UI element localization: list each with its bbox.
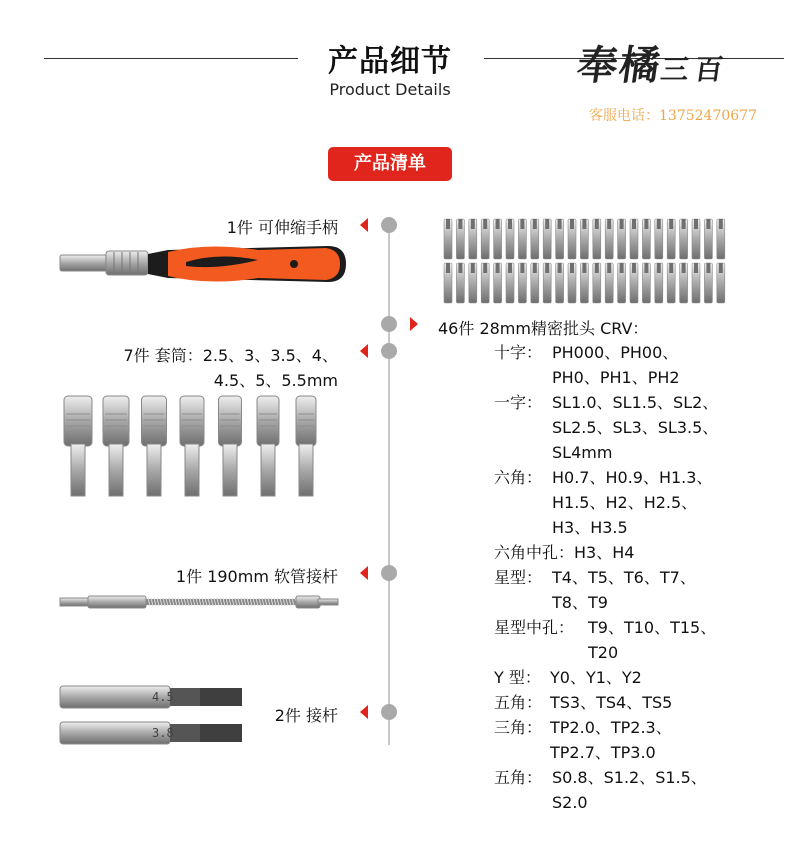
label-flex-shaft: 1件 190mm 软管接杆 [175,567,338,586]
bit-tip [607,219,611,229]
bit-tip [669,263,673,273]
socket-head [296,396,316,446]
extension-bar-mark: 3.8 [152,726,174,740]
socket-head [219,396,242,446]
bit-tip [508,219,512,229]
bit-tip [595,263,599,273]
bit-tip [496,219,500,229]
socket-shank [109,444,123,496]
pointer-arrow-icon [360,218,368,232]
page-title: 产品细节 [328,44,452,79]
bit-tip [483,263,487,273]
page-subtitle: Product Details [329,80,451,99]
spec-row-hex: 六角： H0.7、H0.9、H1.3、 H1.5、H2、H2.5、 H3、H3.5 [494,468,713,537]
timeline-line [388,225,390,745]
bit-tip [446,263,450,273]
bit-tip [620,263,624,273]
bit-tip [520,219,524,229]
bit-tip [706,263,710,273]
flex-shaft-image [60,592,340,612]
bit-tip [458,219,462,229]
extension-bars-image [60,680,250,752]
bit-tip [471,263,475,273]
timeline-dot-ext [381,704,397,720]
bit-tip [533,219,537,229]
socket-head [103,396,129,446]
bit-tip [682,263,686,273]
bit-tip [669,219,673,229]
label-sockets-line2: 4.5、5、5.5mm [213,371,338,390]
bit-tip [582,263,586,273]
bit-tip [446,219,450,229]
extension-bar-mark: 4.5 [152,690,174,704]
socket-shank [299,444,313,496]
bit-tip [719,263,723,273]
bit-tip [520,263,524,273]
socket-shank [261,444,275,496]
timeline-dot-flex [381,565,397,581]
bit-tip [694,219,698,229]
spec-row-pentalobe: 五角： TS3、TS4、TS5 [494,693,673,712]
bit-tip [657,263,661,273]
label-handle: 1件 可伸缩手柄 [226,218,338,237]
bits-image [440,215,730,307]
spec-row-slotted: 一字： SL1.0、SL1.5、SL2、 SL2.5、SL3、SL3.5、 SL4mm [494,393,719,462]
socket-head [257,396,279,446]
brand-logo-text: 奉橘三百 [574,42,732,89]
spec-row-hex-hollow: 六角中孔：H3、H4 [494,543,635,562]
bit-tip [471,219,475,229]
sockets-image [60,392,330,502]
timeline-dot-handle [381,217,397,233]
timeline-dot-sockets [381,343,397,359]
bit-tip [533,263,537,273]
socket-head [64,396,92,446]
product-list-badge: 产品清单 [328,147,452,181]
bit-tip [607,263,611,273]
spec-row-torx: 星型： T4、T5、T6、T7、 T8、T9 [494,568,696,612]
bit-tip [483,219,487,229]
screwdriver-handle-image [58,240,348,290]
bit-tip [558,219,562,229]
spec-row-y-type: Y 型： Y0、Y1、Y2 [494,668,642,687]
socket-shank [223,444,237,496]
bit-tip [682,219,686,229]
brand-logo [574,30,798,90]
spec-row-pentalobe-s: 五角： S0.8、S1.2、S1.5、 S2.0 [494,768,707,812]
pointer-arrow-icon [360,566,368,580]
bit-tip [644,263,648,273]
socket-head [180,396,204,446]
bit-tip [632,263,636,273]
pointer-arrow-icon [360,344,368,358]
bit-tip [558,263,562,273]
timeline-dot-bits [381,316,397,332]
pointer-arrow-icon [360,705,368,719]
bits-heading: 46件 28mm精密批头 CRV： [438,319,649,338]
bit-tip [644,219,648,229]
label-sockets-line1: 7件 套筒：2.5、3、3.5、4、 [123,346,338,365]
bit-tip [582,219,586,229]
bit-tip [545,219,549,229]
bit-tip [570,219,574,229]
socket-head [142,396,167,446]
socket-shank [185,444,199,496]
bit-tip [632,219,636,229]
spec-row-phillips: 十字： PH000、PH00、 PH0、PH1、PH2 [494,343,680,387]
spec-row-triangle: 三角： TP2.0、TP2.3、 TP2.7、TP3.0 [494,718,672,762]
bit-tip [694,263,698,273]
bit-tip [570,263,574,273]
pointer-arrow-icon [410,317,418,331]
hotline-text: 客服电话：13752470677 [589,108,757,124]
socket-shank [147,444,161,496]
bit-tip [496,263,500,273]
bit-tip [657,219,661,229]
bit-tip [595,219,599,229]
socket-shank [71,444,85,496]
bit-tip [706,219,710,229]
bit-tip [545,263,549,273]
bit-tip [508,263,512,273]
label-extension-bars: 2件 接杆 [274,706,338,725]
bit-tip [719,219,723,229]
bit-tip [620,219,624,229]
bit-tip [458,263,462,273]
spec-row-torx-hollow: 星型中孔： T9、T10、T15、 T20 [494,618,717,662]
header-rule-left [44,58,298,59]
